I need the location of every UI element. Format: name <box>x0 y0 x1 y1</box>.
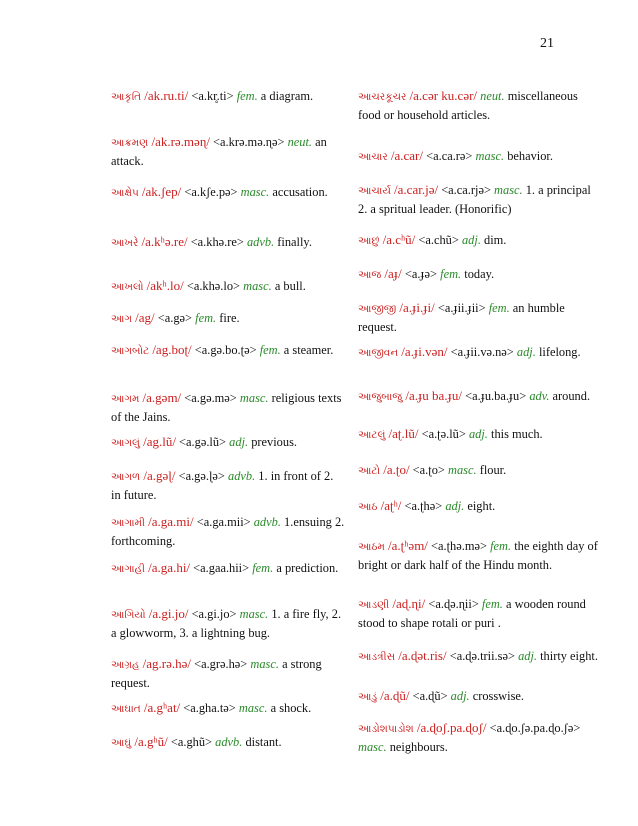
pronunciation-ipa: /ag.rə.hə/ <box>142 656 191 671</box>
definition: eight. <box>467 499 496 513</box>
dictionary-entry <box>111 656 346 691</box>
dictionary-entry <box>358 462 598 481</box>
headword-gujarati: આજુબાજુ <box>358 392 403 403</box>
pronunciation-ipa: /ak.ʃep/ <box>141 184 182 199</box>
transliteration: <a.ga.mii> <box>196 515 251 529</box>
dictionary-entry <box>358 538 598 573</box>
part-of-speech: advb. <box>246 235 275 249</box>
part-of-speech: fem. <box>195 311 217 325</box>
pronunciation-ipa: /akʰ.lo/ <box>146 278 184 293</box>
transliteration: <a.ɖũ> <box>412 689 448 703</box>
part-of-speech: masc. <box>239 607 269 621</box>
part-of-speech: adj. <box>450 689 470 703</box>
headword-gujarati: આચાર <box>358 152 388 163</box>
headword-gujarati: આચરકૂચર <box>358 92 407 103</box>
transliteration: <a.krə.mə.ɳə> <box>213 135 285 149</box>
transliteration: <a.ɟii.və.nə> <box>450 345 514 359</box>
dictionary-entry <box>111 560 346 579</box>
pronunciation-ipa: /a.ɟi.ɟi/ <box>399 300 435 315</box>
pronunciation-ipa: /ag/ <box>135 310 155 325</box>
part-of-speech: adj. <box>468 427 488 441</box>
headword-gujarati: આઠ <box>358 502 378 513</box>
headword-gujarati: આક્ષેપ <box>111 188 139 199</box>
part-of-speech: masc. <box>475 149 505 163</box>
part-of-speech: masc. <box>250 657 279 671</box>
part-of-speech: masc. <box>358 739 387 754</box>
transliteration: <a.grə.hə> <box>194 657 248 671</box>
dictionary-entry <box>111 342 346 361</box>
part-of-speech: fem. <box>252 561 274 575</box>
headword-gujarati: આટો <box>358 466 381 477</box>
transliteration: <a.ca.rə> <box>426 149 473 163</box>
definition: flour. <box>479 463 507 477</box>
definition: miscellaneous food or household articles. <box>358 89 578 122</box>
dictionary-entry <box>111 310 346 329</box>
transliteration: <a.chũ> <box>418 233 459 247</box>
headword-gujarati: આજીવન <box>358 348 399 359</box>
pronunciation-ipa: /a.car/ <box>390 148 423 163</box>
part-of-speech: fem. <box>488 301 510 315</box>
transliteration: <a.ʈə.lũ> <box>421 427 466 441</box>
transliteration: <a.kʃe.pə> <box>184 185 238 199</box>
definition: dim. <box>484 233 507 247</box>
transliteration: <a.ʈo> <box>412 463 445 477</box>
part-of-speech: fem. <box>490 539 512 553</box>
pronunciation-ipa: /a.ɖoʃ.pa.ɖoʃ/ <box>416 720 487 735</box>
definition: today. <box>464 267 495 281</box>
transliteration: <a.gə.bo.ʈə> <box>194 343 257 357</box>
transliteration: <a.ghũ> <box>170 735 213 749</box>
definition: previous. <box>251 435 297 449</box>
headword-gujarati: આજ <box>358 270 382 281</box>
headword-gujarati: આઘું <box>111 738 132 749</box>
dictionary-entry <box>358 426 598 445</box>
dictionary-entry <box>111 606 346 641</box>
definition: 1.ensuing 2. forthcoming. <box>111 515 345 548</box>
headword-gujarati: આગમ <box>111 394 140 405</box>
definition: religious texts of the Jains. <box>111 391 342 424</box>
definition: lifelong. <box>538 345 581 359</box>
transliteration: <a.ʈhə.mə> <box>431 539 487 553</box>
part-of-speech: adj. <box>518 649 537 663</box>
definition: a shock. <box>270 701 312 715</box>
pronunciation-ipa: /a.ɖət.ris/ <box>398 648 447 663</box>
pronunciation-ipa: /aʈ.lũ/ <box>388 426 419 441</box>
pronunciation-ipa: /a.gʰũ/ <box>134 734 168 749</box>
pronunciation-ipa: /a.gəm/ <box>142 390 182 405</box>
headword-gujarati: આગાહી <box>111 564 146 575</box>
definition: behavior. <box>507 149 553 163</box>
part-of-speech: masc. <box>238 701 268 715</box>
definition: the eighth day of bright or dark half of the Hindu month. <box>358 539 598 572</box>
part-of-speech: advb. <box>228 469 256 483</box>
pronunciation-ipa: /aɟ/ <box>384 266 402 281</box>
headword-gujarati: આઘાત <box>111 704 141 715</box>
definition: 1. in front of 2. in future. <box>111 469 334 502</box>
transliteration: <a.ɟu.ba.ɟu> <box>465 389 527 403</box>
page-number: 21 <box>540 36 554 51</box>
headword-gujarati: આગિયો <box>111 610 146 621</box>
dictionary-entry <box>358 182 598 217</box>
transliteration: <a.gaa.hii> <box>193 561 250 575</box>
definition: a wooden round stood to shape rotali or puri . <box>358 597 586 630</box>
pronunciation-ipa: /a.ʈʰəm/ <box>388 538 428 553</box>
part-of-speech: adv. <box>529 389 550 403</box>
headword-gujarati: આડત્રીસ <box>358 652 396 663</box>
part-of-speech: fem. <box>481 597 503 611</box>
pronunciation-ipa: /ak.ru.ti/ <box>144 88 189 103</box>
pronunciation-ipa: /a.cʰũ/ <box>382 232 416 247</box>
part-of-speech: neut. <box>480 89 505 103</box>
transliteration: <a.ɟə> <box>404 267 438 281</box>
headword-gujarati: આખલો <box>111 282 144 293</box>
dictionary-entry <box>111 734 346 753</box>
dictionary-entry <box>358 148 598 167</box>
transliteration: <a.kr̥.ti> <box>191 89 234 103</box>
dictionary-entry <box>358 648 598 667</box>
transliteration: <a.gə.lũ> <box>179 435 227 449</box>
dictionary-entry <box>111 390 346 425</box>
part-of-speech: advb. <box>215 735 243 749</box>
dictionary-entry <box>358 596 598 631</box>
pronunciation-ipa: /ak.rə.məɳ/ <box>151 134 210 149</box>
dictionary-entry <box>358 266 598 285</box>
pronunciation-ipa: /a.cər ku.cər/ <box>409 88 478 103</box>
pronunciation-ipa: /aɖ.ɳi/ <box>392 596 426 611</box>
pronunciation-ipa: /a.car.jə/ <box>394 182 439 197</box>
dictionary-entry <box>358 388 598 407</box>
part-of-speech: advb. <box>253 515 281 529</box>
part-of-speech: masc. <box>243 279 272 293</box>
definition: an attack. <box>111 135 327 168</box>
headword-gujarati: આગ્રહ <box>111 660 140 671</box>
pronunciation-ipa: /a.gəɭ/ <box>143 468 176 483</box>
dictionary-entry <box>111 278 346 297</box>
dictionary-entry <box>358 232 598 251</box>
definition: crosswise. <box>472 689 524 703</box>
part-of-speech: adj. <box>516 345 536 359</box>
definition: 1. a principal 2. a spritual leader. (Honorific) <box>358 183 591 216</box>
part-of-speech: adj. <box>461 233 481 247</box>
dictionary-entry <box>358 88 598 123</box>
dictionary-entry <box>111 700 346 719</box>
definition: around. <box>552 389 591 403</box>
dictionary-entry <box>111 184 346 203</box>
definition: a strong request. <box>111 657 322 690</box>
pronunciation-ipa: /ag.lũ/ <box>143 434 176 449</box>
transliteration: <a.gha.tə> <box>183 701 236 715</box>
pronunciation-ipa: /a.ɟi.vən/ <box>401 344 448 359</box>
pronunciation-ipa: /a.ga.mi/ <box>148 514 194 529</box>
definition: a diagram. <box>260 89 314 103</box>
dictionary-entry <box>111 434 346 453</box>
transliteration: <a.gi.jo> <box>191 607 237 621</box>
pronunciation-ipa: /ag.boʈ/ <box>152 342 192 357</box>
pronunciation-ipa: /aʈʰ/ <box>380 498 402 513</box>
dictionary-entry <box>111 134 346 169</box>
transliteration: <a.ɖə.trii.sə> <box>449 649 515 663</box>
part-of-speech: masc. <box>494 183 523 197</box>
part-of-speech: fem. <box>440 267 462 281</box>
transliteration: <a.gə.mə> <box>184 391 237 405</box>
headword-gujarati: આખરે <box>111 238 139 249</box>
headword-gujarati: આગબોટ <box>111 346 150 357</box>
headword-gujarati: આચાર્ય <box>358 186 391 197</box>
pronunciation-ipa: /a.ɖũ/ <box>380 688 410 703</box>
dictionary-entry <box>111 514 346 549</box>
headword-gujarati: આછું <box>358 236 380 247</box>
transliteration: <a.gə> <box>157 311 193 325</box>
transliteration: <a.khə.re> <box>190 235 244 249</box>
transliteration: <a.ca.rjə> <box>441 183 491 197</box>
definition: finally. <box>277 235 312 249</box>
headword-gujarati: આટલું <box>358 430 386 441</box>
definition: accusation. <box>272 185 328 199</box>
transliteration: <a.gə.ɭə> <box>178 469 225 483</box>
dictionary-entry <box>111 234 346 253</box>
transliteration: <a.ɖo.ʃə.pa.ɖo.ʃə> <box>489 721 581 735</box>
definition: distant. <box>245 735 282 749</box>
dictionary-entry <box>358 344 598 363</box>
pronunciation-ipa: /a.gʰat/ <box>143 700 181 715</box>
definition: this much. <box>491 427 543 441</box>
headword-gujarati: આડણી <box>358 600 390 611</box>
part-of-speech: adj. <box>229 435 249 449</box>
transliteration: <a.khə.lo> <box>186 279 241 293</box>
headword-gujarati: આગલું <box>111 438 140 449</box>
definition: a prediction. <box>276 561 339 575</box>
dictionary-entry <box>358 688 598 707</box>
part-of-speech: fem. <box>236 89 258 103</box>
part-of-speech: adj. <box>445 499 465 513</box>
definition: an humble request. <box>358 301 565 334</box>
part-of-speech: masc. <box>240 185 270 199</box>
headword-gujarati: આગળ <box>111 472 141 483</box>
transliteration: <a.ɖə.ɳii> <box>428 597 479 611</box>
part-of-speech: masc. <box>448 463 477 477</box>
definition: thirty eight. <box>540 649 598 663</box>
dictionary-entry <box>111 88 346 107</box>
pronunciation-ipa: /a.ɟu ba.ɟu/ <box>405 388 463 403</box>
transliteration: <a.ɟii.ɟii> <box>437 301 486 315</box>
part-of-speech: fem. <box>259 343 281 357</box>
dictionary-entry <box>358 720 598 755</box>
definition: fire. <box>219 311 240 325</box>
headword-gujarati: આડોશપાડોશ <box>358 724 414 735</box>
part-of-speech: neut. <box>287 135 313 149</box>
headword-gujarati: આડું <box>358 692 378 703</box>
definition: 1. a fire fly, 2. a glowworm, 3. a lightning bug. <box>111 607 342 640</box>
pronunciation-ipa: /a.kʰə.re/ <box>141 234 188 249</box>
pronunciation-ipa: /a.ʈo/ <box>383 462 410 477</box>
dictionary-entry <box>358 498 598 517</box>
headword-gujarati: આકૃતિ <box>111 92 142 103</box>
pronunciation-ipa: /a.ga.hi/ <box>148 560 191 575</box>
part-of-speech: masc. <box>239 391 269 405</box>
dictionary-entry <box>111 468 346 503</box>
transliteration: <a.ʈhə> <box>404 499 443 513</box>
definition: a steamer. <box>283 343 334 357</box>
headword-gujarati: આગ <box>111 314 133 325</box>
headword-gujarati: આઠમ <box>358 542 385 553</box>
dictionary-entry <box>358 300 598 335</box>
definition: neighbours. <box>389 739 448 754</box>
definition: a bull. <box>274 279 306 293</box>
headword-gujarati: આજીજી <box>358 304 397 315</box>
pronunciation-ipa: /a.gi.jo/ <box>148 606 189 621</box>
headword-gujarati: આક્રમણ <box>111 138 149 149</box>
headword-gujarati: આગામી <box>111 518 146 529</box>
